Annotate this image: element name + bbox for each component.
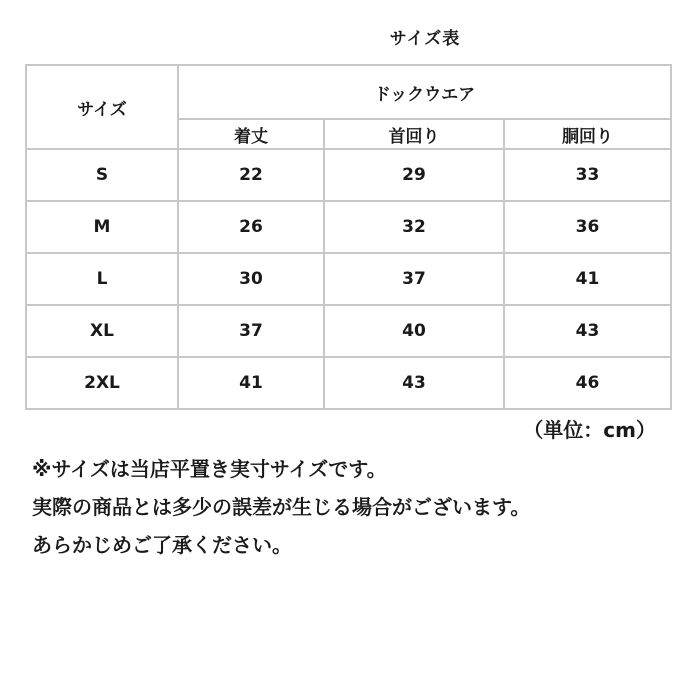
note-line: ※サイズは当店平置き実寸サイズです。 xyxy=(32,457,387,481)
table-header-row xyxy=(26,65,671,119)
column-header-neck: 首回り xyxy=(324,119,504,149)
table-cell: 43 xyxy=(504,305,671,357)
table-cell: 43 xyxy=(324,357,504,409)
column-header-length: 着丈 xyxy=(178,119,324,149)
table-row xyxy=(26,305,671,357)
size-label: S xyxy=(26,149,178,201)
table-row xyxy=(26,149,671,201)
table-cell: 26 xyxy=(178,201,324,253)
table-cell: 40 xyxy=(324,305,504,357)
table-cell: 41 xyxy=(178,357,324,409)
table-cell: 36 xyxy=(504,201,671,253)
table-cell: 33 xyxy=(504,149,671,201)
table-cell: 32 xyxy=(324,201,504,253)
note-line: 実際の商品とは多少の誤差が生じる場合がございます。 xyxy=(32,495,531,519)
size-label: 2XL xyxy=(26,357,178,409)
group-header: ドックウエア xyxy=(178,65,671,119)
table-cell: 37 xyxy=(324,253,504,305)
table-cell: 46 xyxy=(504,357,671,409)
size-column-header: サイズ xyxy=(26,65,178,149)
size-label: L xyxy=(26,253,178,305)
table-cell: 22 xyxy=(178,149,324,201)
notes xyxy=(32,450,692,564)
size-label: XL xyxy=(26,305,178,357)
page-title: サイズ表 xyxy=(389,29,461,49)
size-table xyxy=(25,64,672,410)
size-label: M xyxy=(26,201,178,253)
table-row xyxy=(26,357,671,409)
table-row xyxy=(26,201,671,253)
note-line: あらかじめご了承ください。 xyxy=(32,533,292,557)
table-cell: 37 xyxy=(178,305,324,357)
table-cell: 41 xyxy=(504,253,671,305)
table-cell: 30 xyxy=(178,253,324,305)
column-header-waist: 胴回り xyxy=(504,119,671,149)
unit-label: （単位：cm） xyxy=(523,418,656,442)
table-cell: 29 xyxy=(324,149,504,201)
table-row xyxy=(26,253,671,305)
